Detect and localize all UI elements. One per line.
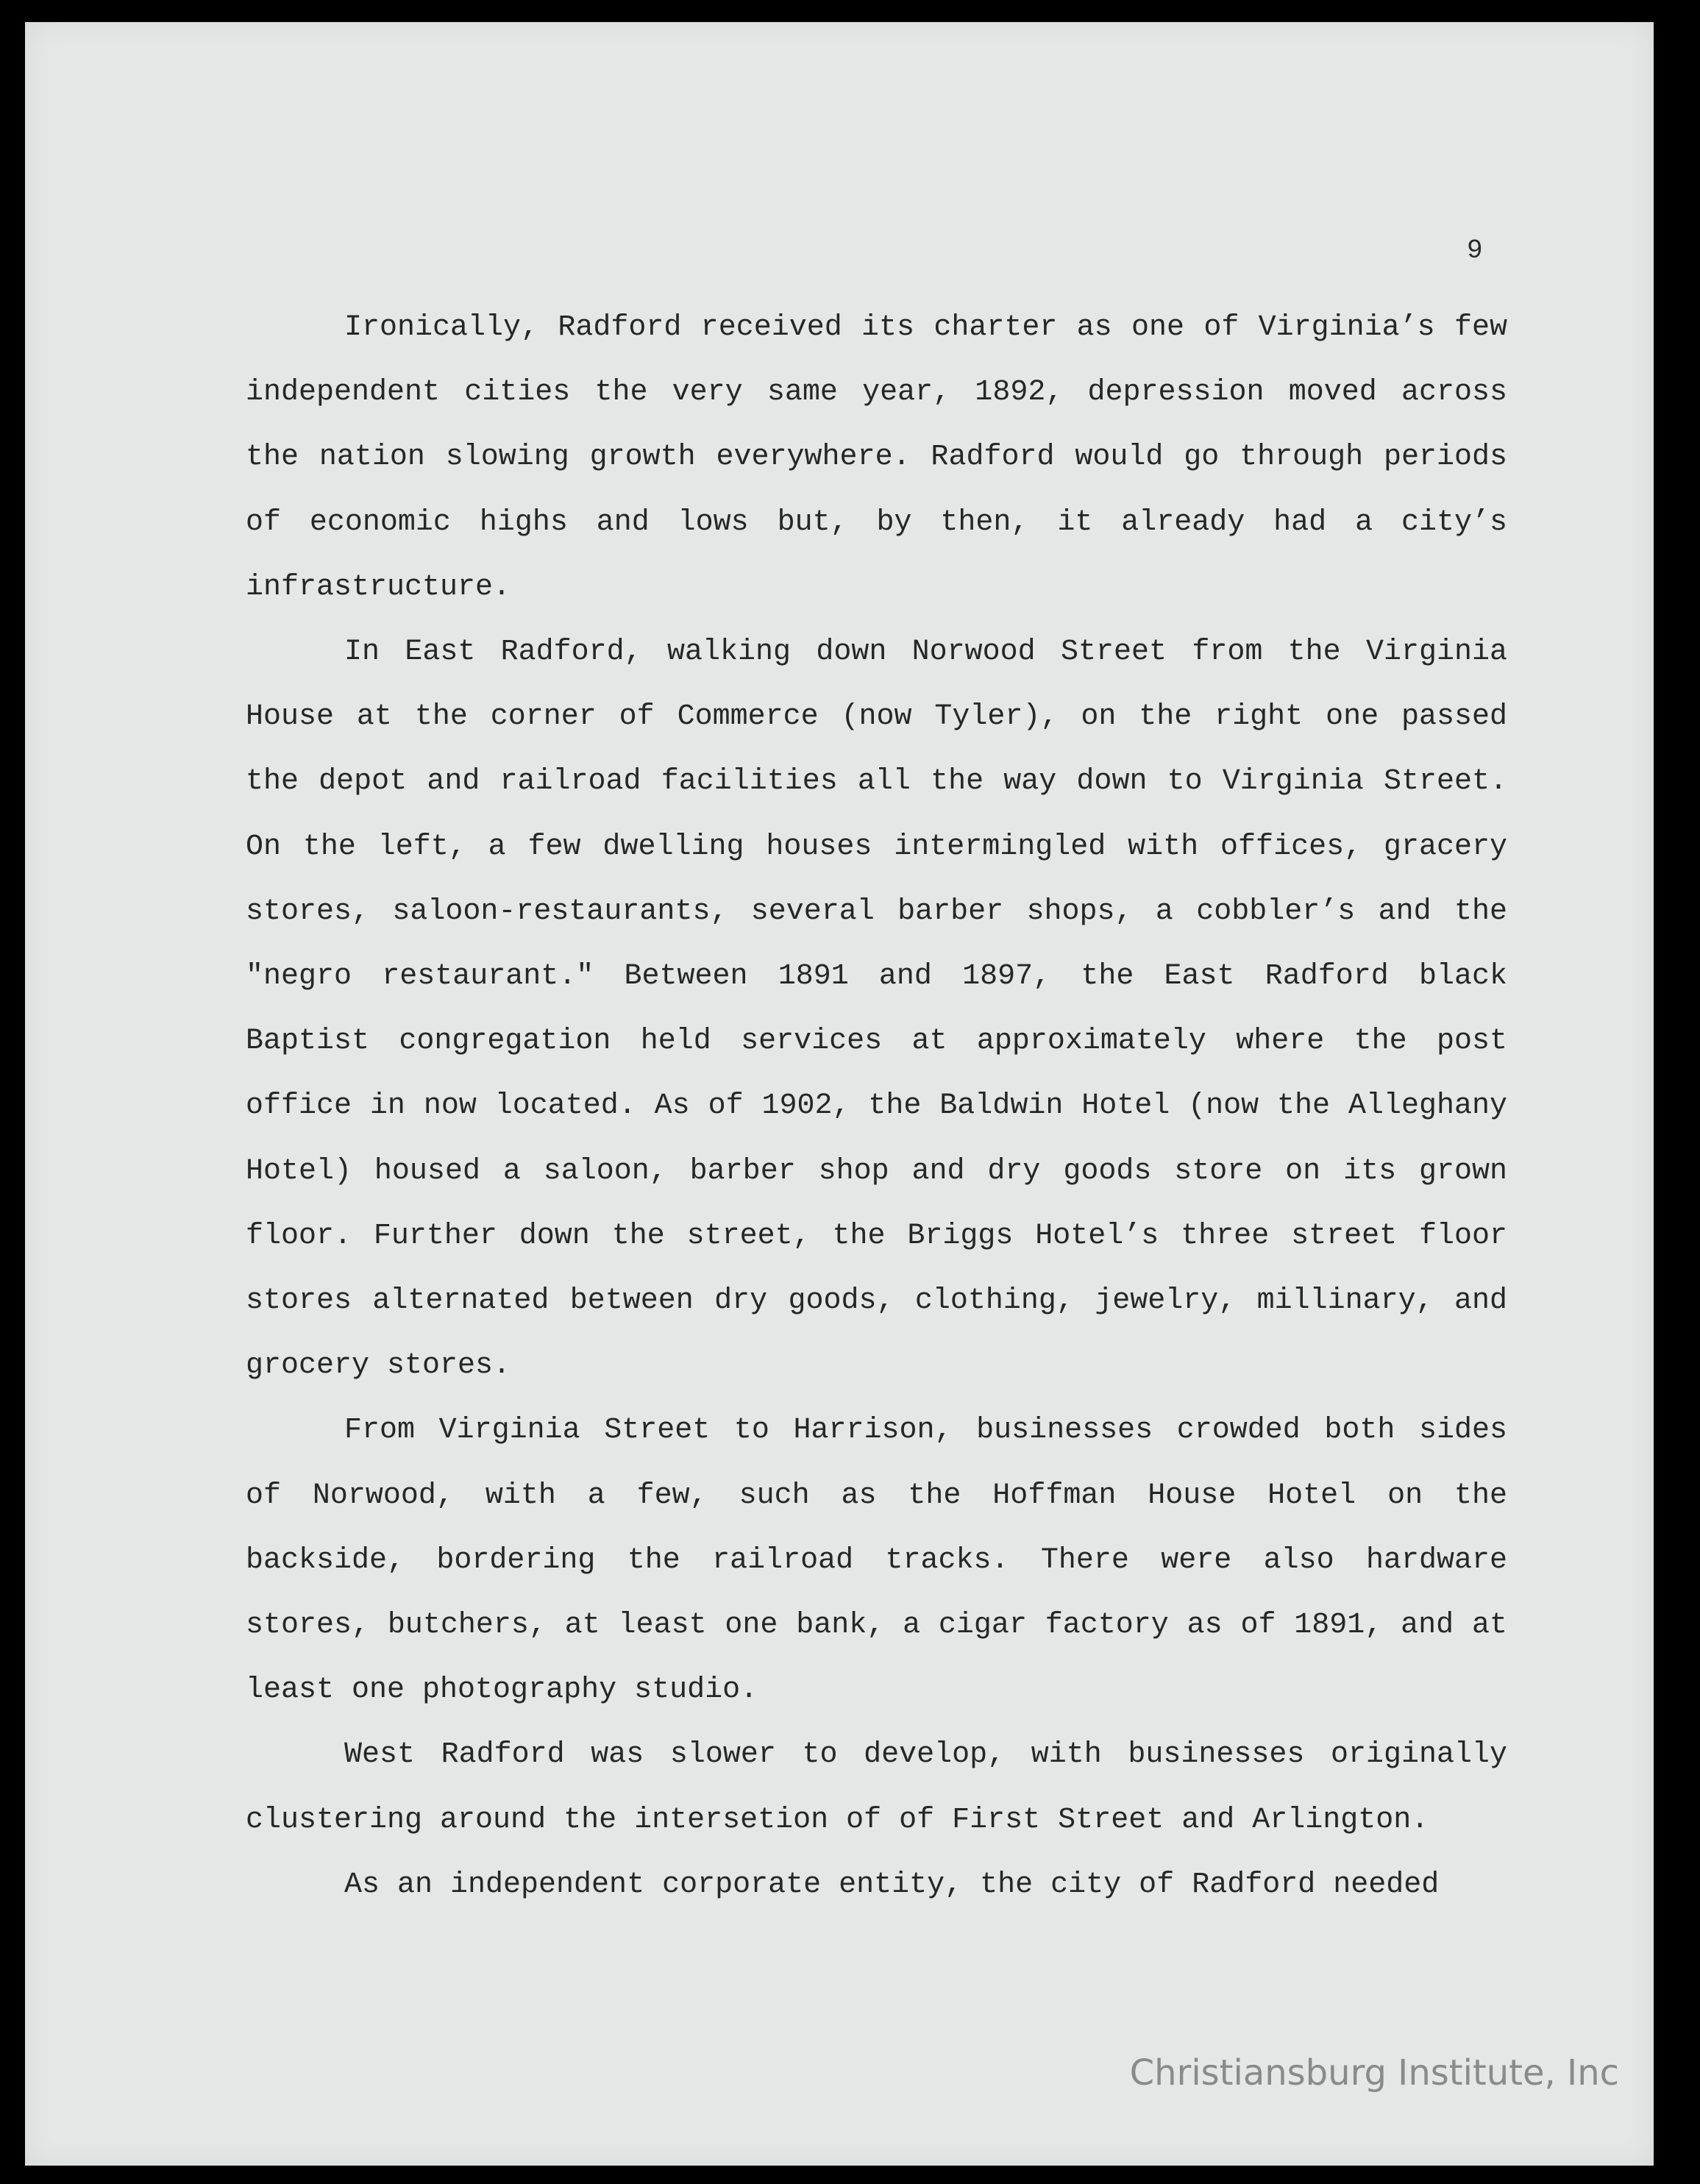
paragraph: West Radford was slower to develop, with businesses originally clustering around the intersetion of of First Street and Arlington.	[246, 1738, 1507, 1837]
body-text	[246, 296, 1507, 1918]
paragraph: In East Radford, walking down Norwood Street from the Virginia House at the corner of Commerce (now Tyler), on the right one passed the depot and railroad facilities all the way down to Virginia Street. On the left, a few dwelling houses intermingled with offices, gracery stores, saloon-restaurants, several barber shops, a cobbler’s and the "negro restaurant." Between 1891 and 1897, the East Radford black Baptist congregation held services at approximately where the post office in now located. As of 1902, the Baldwin Hotel (now the Alleghany Hotel) housed a saloon, barber shop and dry goods store on its grown floor. Further down the street, the Briggs Hotel’s three street floor stores alternated between dry goods, clothing, jewelry, millinary, and grocery stores.	[246, 636, 1507, 1383]
document-page	[25, 22, 1654, 2166]
paragraph: As an independent corporate entity, the city of Radford needed	[344, 1868, 1440, 1902]
paragraph: From Virginia Street to Harrison, businesses crowded both sides of Norwood, with a few, such as the Hoffman House Hotel on the backside, bordering the railroad tracks. There were also hardware stores, butchers, at least one bank, a cigar factory as of 1891, and at least one photography studio.	[246, 1414, 1507, 1707]
paragraph: Ironically, Radford received its charter as one of Virginia’s few independent cities the very same year, 1892, depression moved across the nation slowing growth everywhere. Radford would go through periods of economic highs and lows but, by then, it already had a city’s infrastructure.	[246, 311, 1507, 604]
page-number: 9	[1467, 235, 1483, 266]
watermark: Christiansburg Institute, Inc	[1129, 2052, 1619, 2094]
